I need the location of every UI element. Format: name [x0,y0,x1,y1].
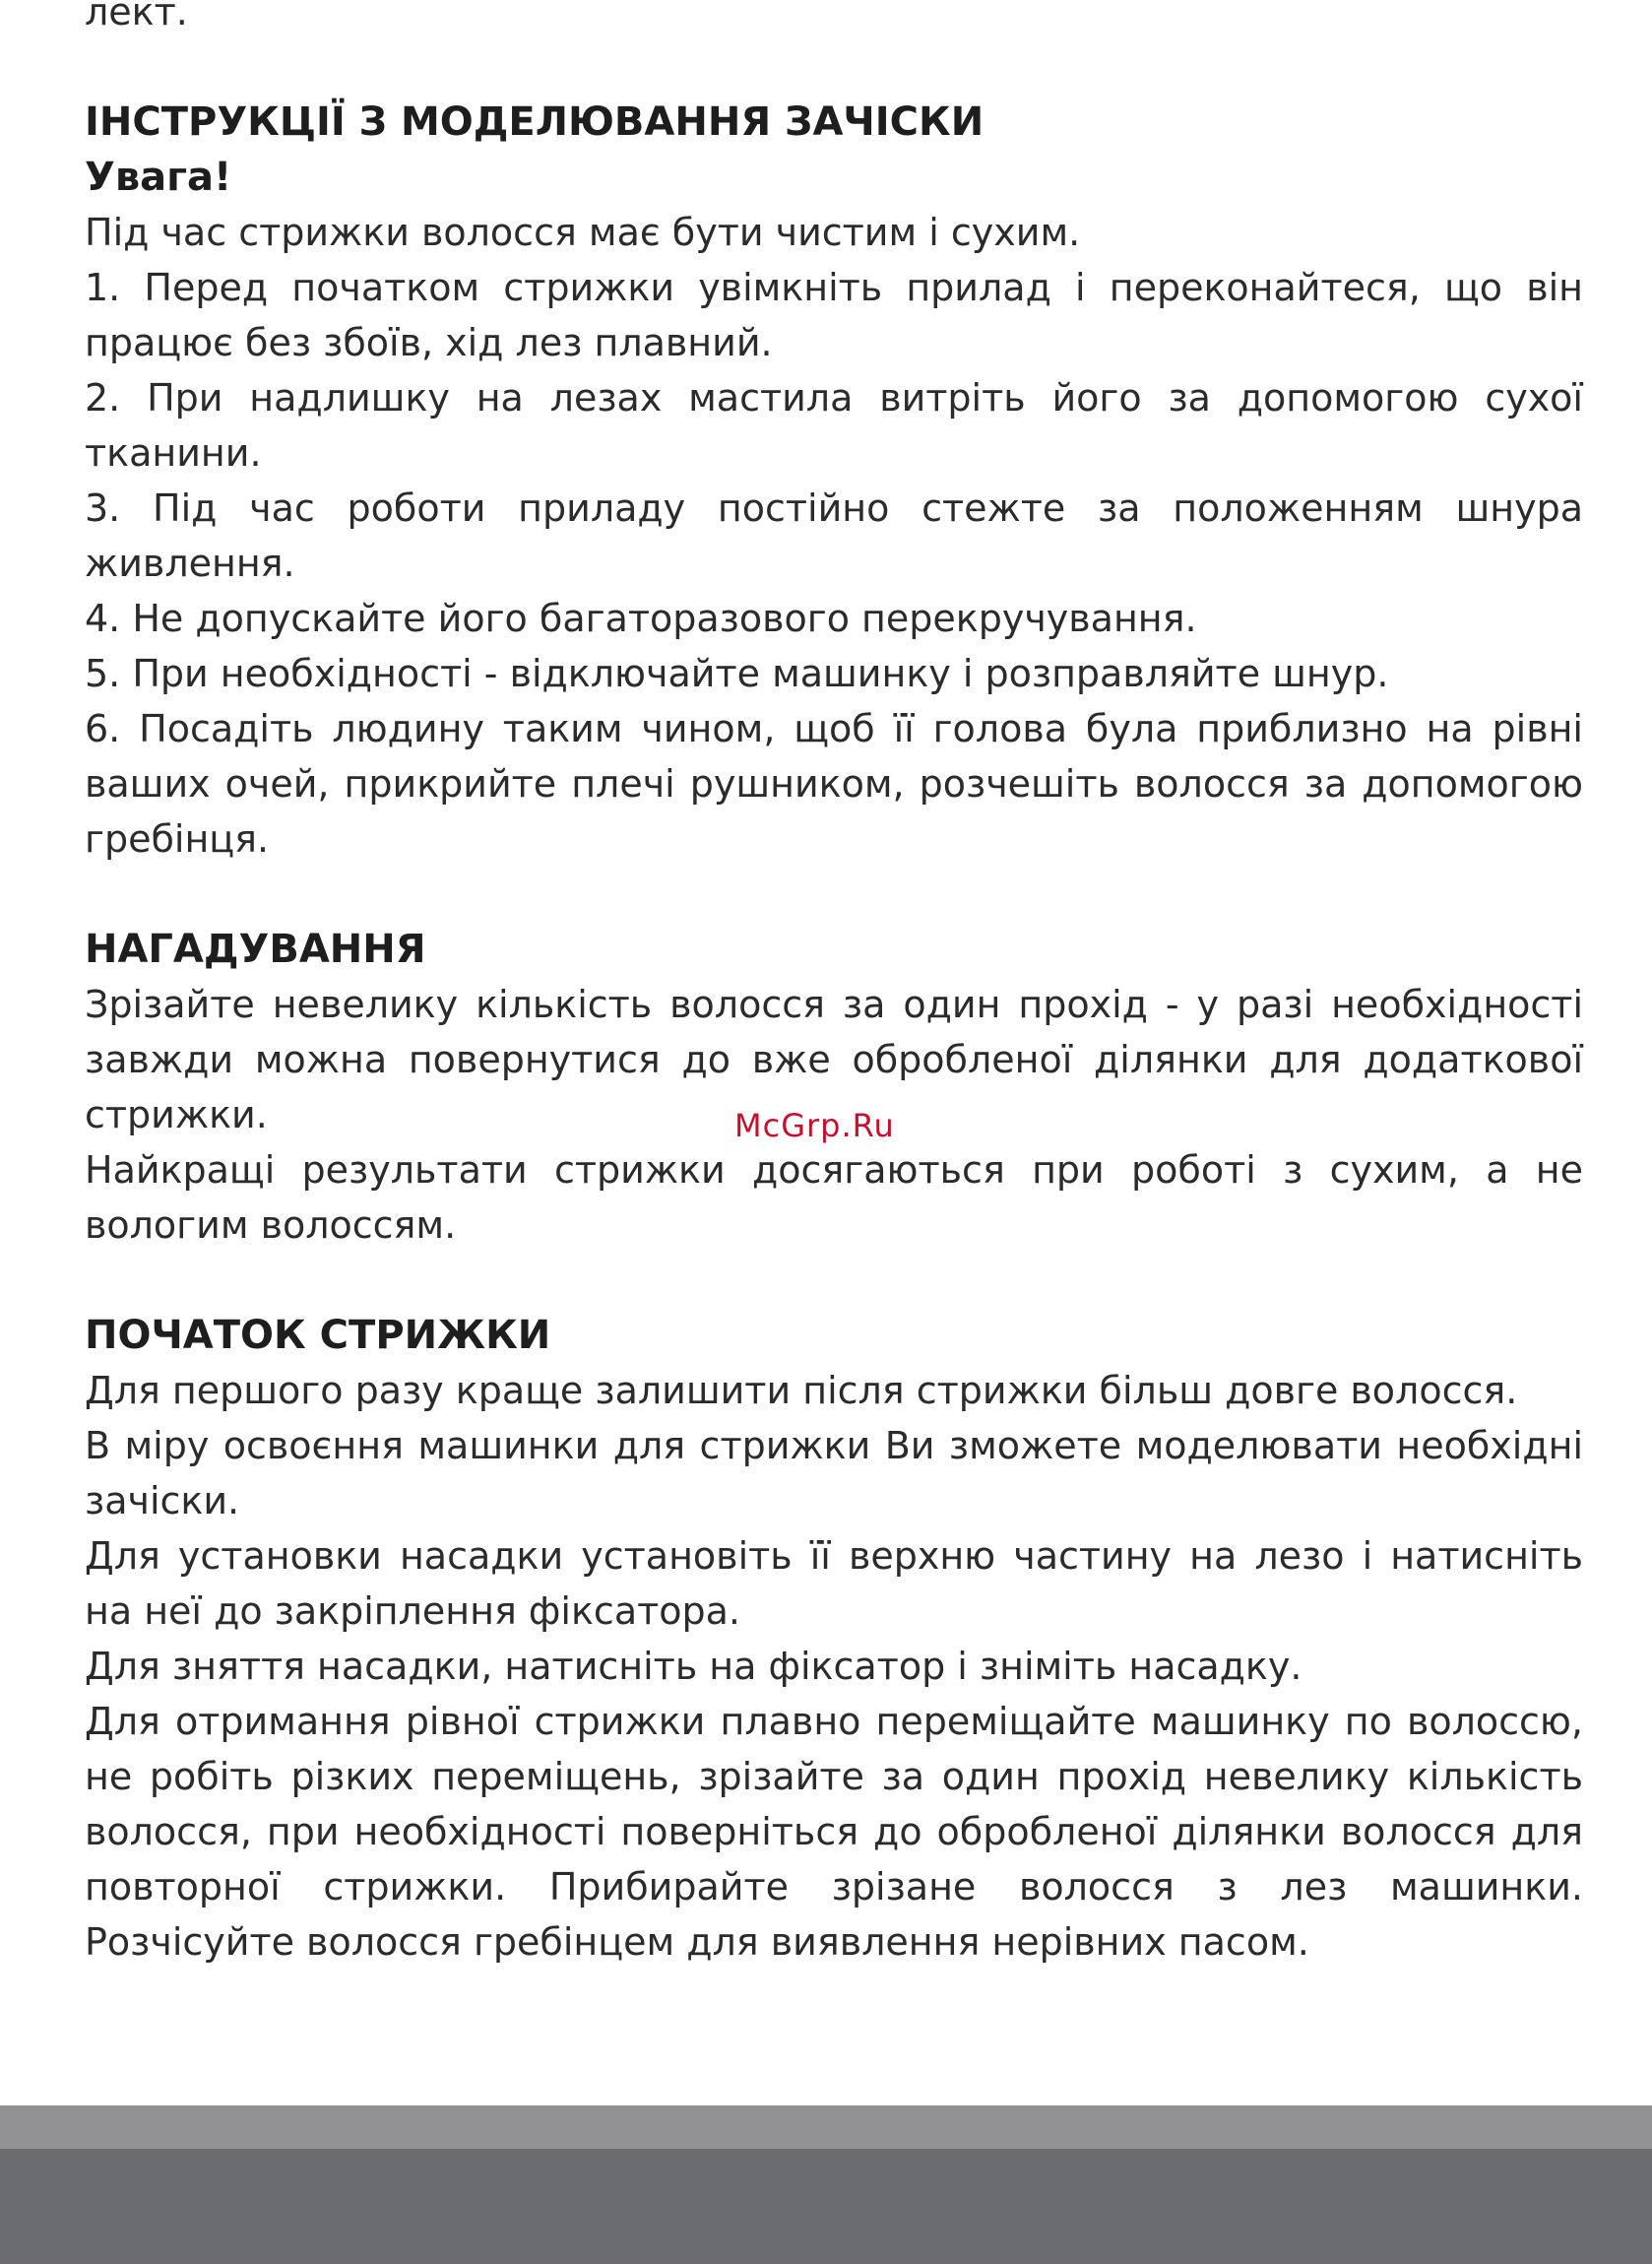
watermark: McGrp.Ru [734,1107,895,1144]
paragraph: В міру освоєння машинки для стрижки Ви зможете моделювати необхідні зачіски. [85,1424,1583,1522]
paragraph: Під час стрижки волосся має бути чистим і сухим. [85,211,1081,254]
paragraph: 3. Під час роботи приладу постійно стежте за положенням шнура живлення. [85,486,1583,585]
footer-band-dark [0,2149,1652,2264]
paragraph: 2. При надлишку на лезах мастила витріть його за допомогою сухої тканини. [85,376,1583,475]
section-heading-reminder: НАГАДУВАННЯ [85,927,426,972]
spacer [85,1253,1583,1308]
paragraph: Найкращі результати стрижки досягаються при роботі з сухим, а не вологим волоссям. [85,1148,1583,1247]
paragraph: Зрізайте невелику кількість волосся за один прохід - у разі необхідності завжди можна повернутися до вже обробленої ділянки для додаткової стрижки. [85,983,1583,1136]
intro-tail-text: лект. [85,0,188,33]
document-body [85,0,1583,1970]
paragraph: Для першого разу краще залишити після стрижки більш довге волосся. [85,1369,1518,1412]
footer-band-light [0,2105,1652,2149]
paragraph: 5. При необхідності - відключайте машинку і розправляйте шнур. [85,652,1389,695]
spacer [85,867,1583,922]
section-heading-modeling: ІНСТРУКЦІЇ З МОДЕЛЮВАННЯ ЗАЧІСКИ [85,99,985,145]
paragraph: Для отримання рівної стрижки плавно переміщайте машинку по волоссю, не робіть різких переміщень, зрізайте за один прохід невелику кількість волосся, при необхідності поверніться до обробленої ділянки волосся для повторної стрижки. Прибирайте зрізане волосся з лез машинки. Розчісуйте волосся гребінцем для виявлення нерівних пасом. [85,1700,1583,1964]
paragraph: Для установки насадки установіть її верхню частину на лезо і натисніть на неї до закріплення фіксатора. [85,1534,1583,1633]
spacer [85,39,1583,95]
section-heading-start-cutting: ПОЧАТОК СТРИЖКИ [85,1313,551,1358]
paragraph: 6. Посадіть людину таким чином, щоб її голова була приблизно на рівні ваших очей, прикрийте плечі рушником, розчешіть волосся за допомогою гребінця. [85,707,1583,861]
attention-subheading: Увага! [85,155,232,200]
paragraph: 4. Не допускайте його багаторазового перекручування. [85,597,1197,640]
paragraph: Для зняття насадки, натисніть на фіксатор і зніміть насадку. [85,1645,1303,1688]
paragraph: 1. Перед початком стрижки увімкніть прилад і переконайтеся, що він працює без збоїв, хід лез плавний. [85,266,1583,364]
